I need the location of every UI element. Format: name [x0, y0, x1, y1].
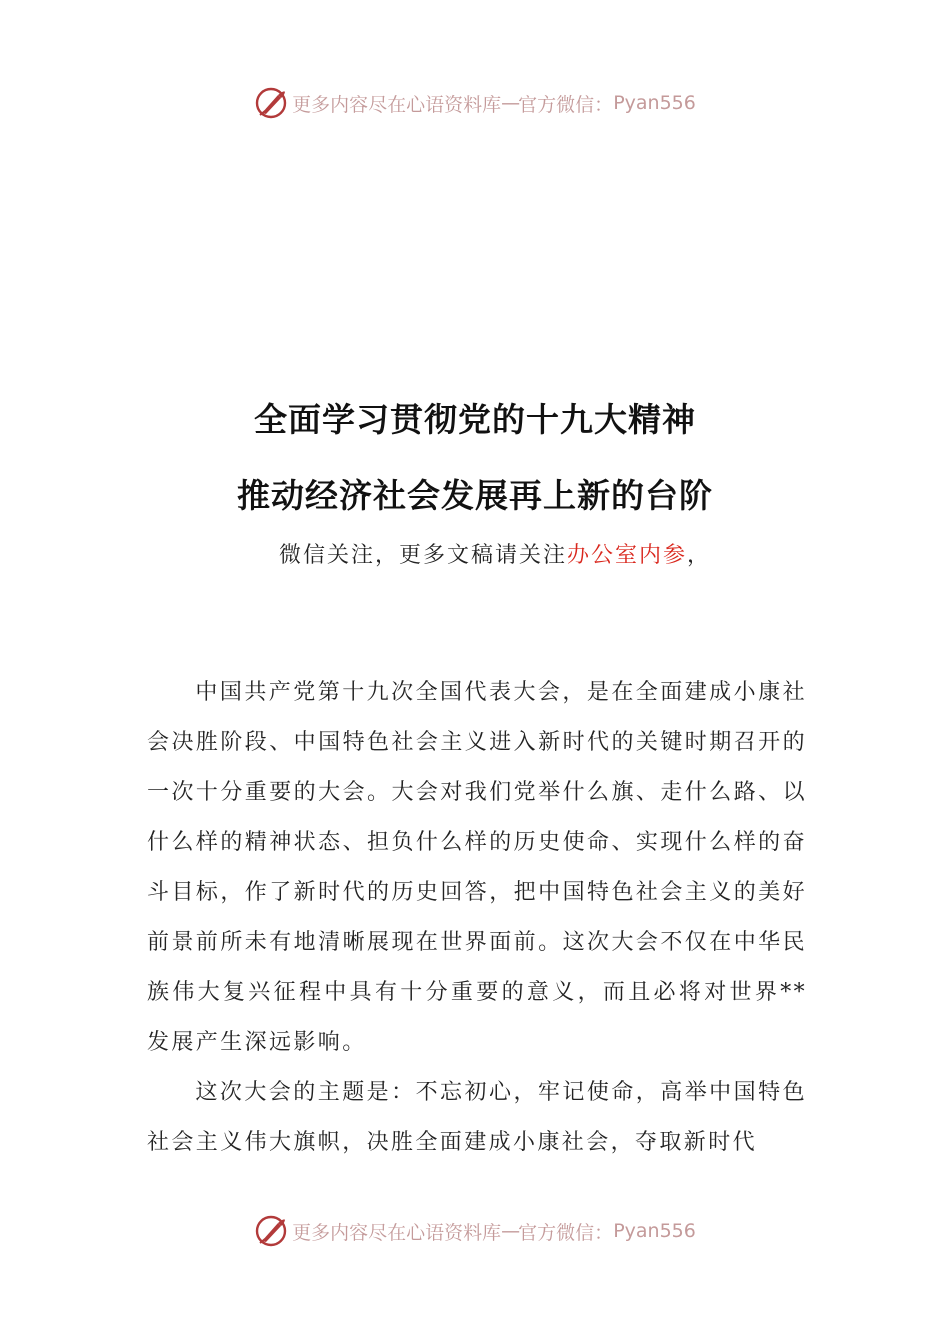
watermark-text-before: 更多内容尽在心语资料库: [292, 93, 502, 116]
watermark-separator: —: [501, 1220, 519, 1242]
watermark-text-after: 官方微信：: [518, 93, 614, 116]
body-paragraph-2: 这次大会的主题是：不忘初心，牢记使命，高举中国特色社会主义伟大旗帜，决胜全面建成小康社会，夺取新时代: [147, 1080, 807, 1155]
watermark-separator: —: [501, 92, 519, 114]
document-title-line1: 全面学习贯彻党的十九大精神: [254, 400, 696, 439]
quill-logo-icon: [254, 86, 288, 120]
document-body: [147, 668, 807, 1168]
body-paragraph-1: 中国共产党第十九次全国代表大会，是在全面建成小康社会决胜阶段、中国特色社会主义进入新时代的关键时期召开的一次十分重要的大会。大会对我们党举什么旗、走什么路、以什么样的精神状态、担负什么样的历史使命、实现什么样的奋斗目标，作了新时代的历史回答，把中国特色社会主义的美好前景前所未有地清晰展现在世界面前。这次大会不仅在中华民族伟大复兴征程中具有十分重要的意义，而且必将对世界**发展产生深远影响。: [147, 680, 807, 1055]
quill-logo-icon: [254, 1214, 288, 1248]
watermark-text-before: 更多内容尽在心语资料库: [292, 1221, 502, 1244]
document-title-line2: 推动经济社会发展再上新的台阶: [237, 476, 713, 515]
subtitle-prefix: 微信关注，更多文稿请关注: [279, 543, 568, 568]
document-subtitle: [279, 538, 711, 569]
watermark-text-after: 官方微信：: [518, 1221, 614, 1244]
subtitle-suffix: ，: [687, 543, 712, 568]
watermark-footer: [0, 1211, 950, 1251]
watermark-wechat-id: Pyan556: [613, 92, 696, 114]
subtitle-highlight: 办公室内参: [567, 543, 688, 568]
watermark-header: [0, 83, 950, 123]
watermark-wechat-id: Pyan556: [613, 1220, 696, 1242]
